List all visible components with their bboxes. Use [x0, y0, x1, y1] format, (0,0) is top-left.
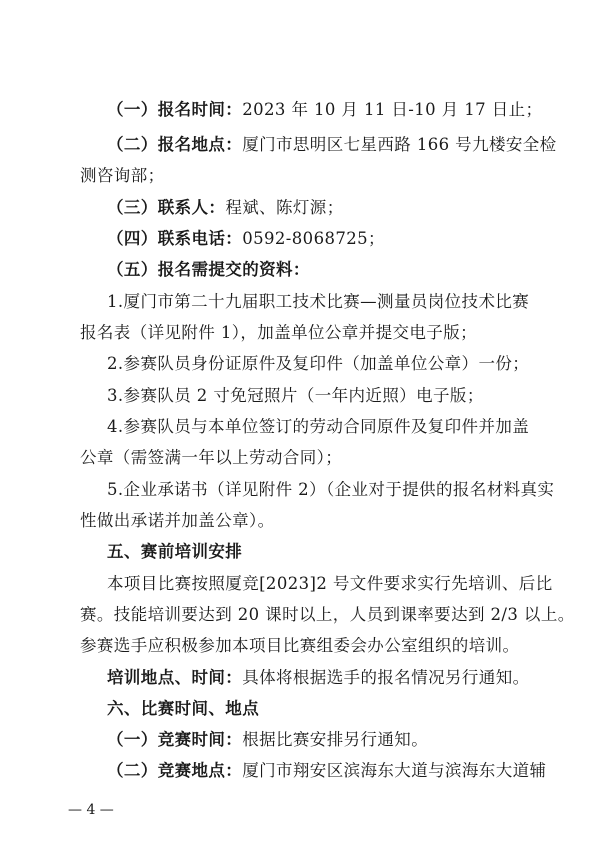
material-2: 2.参赛队员身份证原件及复印件（加盖单位公章）一份；	[107, 354, 530, 373]
material-1-line-1: 1.厦门市第二十九届职工技术比赛—测量员岗位技术比赛	[107, 292, 530, 311]
material-1-line-2: 报名表（详见附件 1），加盖单位公章并提交电子版；	[80, 323, 477, 342]
registration-time-value: 2023 年 10 月 11 日-10 月 17 日止；	[242, 100, 543, 119]
registration-place-cont: 测咨询部；	[80, 166, 165, 185]
competition-place-value: 厦门市翔安区滨海东大道与滨海东大道辅	[242, 761, 547, 780]
material-4-line-1: 4.参赛队员与本单位签订的劳动合同原件及复印件并加盖	[107, 417, 530, 436]
registration-place-value: 厦门市思明区七星西路 166 号九楼安全检	[242, 135, 557, 154]
page-number: — 4 —	[68, 802, 114, 818]
competition-time-label: （一）竞赛时间：	[107, 730, 243, 749]
material-5-line-1: 5.企业承诺书（详见附件 2）（企业对于提供的报名材料真实	[107, 480, 555, 499]
registration-time	[107, 98, 557, 122]
training-paragraph-line-2: 赛。技能培训要达到 20 课时以上，人员到课率要达到 2/3 以上。	[80, 605, 575, 624]
contact-person-label: （三）联系人：	[107, 198, 226, 217]
contact-person	[107, 196, 557, 220]
registration-place	[107, 133, 557, 157]
training-place	[107, 666, 557, 690]
material-5-line-2: 性做出承诺并加盖公章）。	[80, 511, 275, 530]
competition-heading: 六、比赛时间、地点	[107, 699, 260, 718]
contact-phone-label: （四）联系电话：	[107, 229, 243, 248]
contact-person-value: 程斌、陈灯源；	[225, 198, 344, 217]
materials-heading: （五）报名需提交的资料：	[107, 260, 310, 279]
training-place-label: 培训地点、时间：	[107, 668, 243, 687]
competition-time-value: 根据比赛安排另行通知。	[242, 730, 429, 749]
training-paragraph-line-1: 本项目比赛按照厦竞[2023]2 号文件要求实行先培训、后比	[107, 574, 553, 593]
registration-time-label: （一）报名时间：	[107, 100, 243, 119]
material-3: 3.参赛队员 2 寸免冠照片（一年内近照）电子版；	[107, 386, 484, 405]
training-place-value: 具体将根据选手的报名情况另行通知。	[242, 668, 530, 687]
training-heading: 五、赛前培训安排	[107, 542, 243, 561]
competition-time	[107, 728, 557, 752]
competition-place-label: （二）竞赛地点：	[107, 761, 243, 780]
contact-phone	[107, 227, 557, 251]
training-paragraph-line-3: 参赛选手应积极参加本项目比赛组委会办公室组织的培训。	[80, 636, 520, 655]
contact-phone-value: 0592-8068725；	[242, 229, 385, 248]
competition-place	[107, 759, 557, 783]
registration-place-label: （二）报名地点：	[107, 135, 243, 154]
material-4-line-2: 公章（需签满一年以上劳动合同）；	[80, 448, 343, 467]
